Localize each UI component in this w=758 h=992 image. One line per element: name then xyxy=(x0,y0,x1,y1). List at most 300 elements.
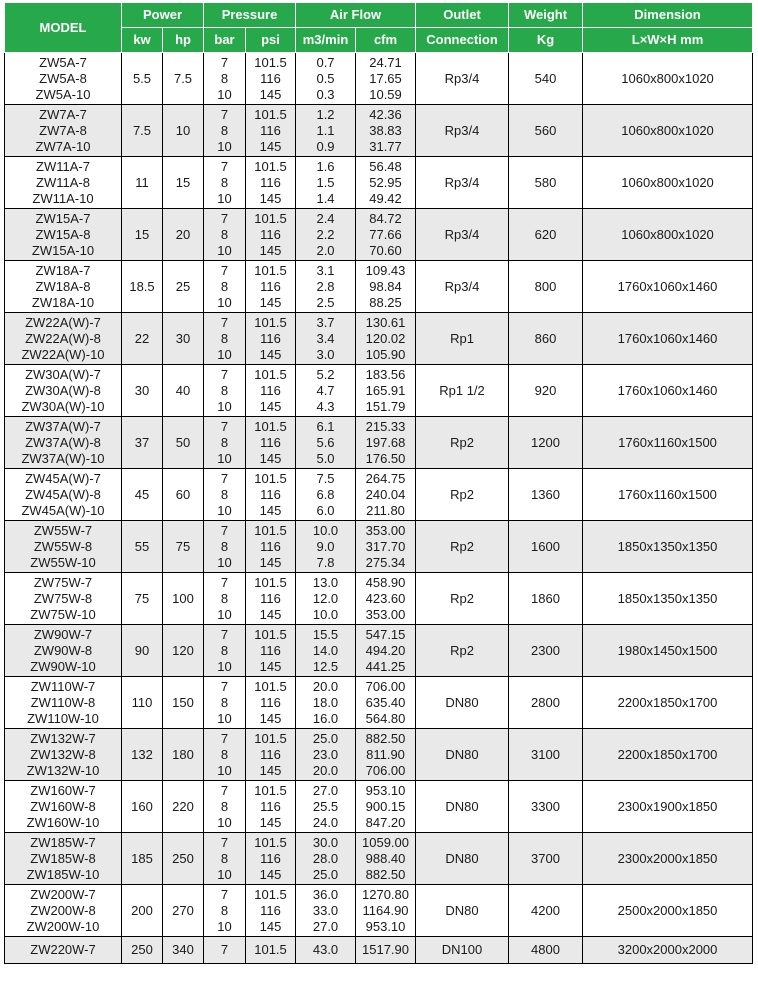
header-kw: kw xyxy=(122,28,163,53)
m3min-cell xyxy=(296,885,356,937)
kw-cell: 15 xyxy=(122,209,163,261)
dimension-cell: 1060x800x1020 xyxy=(583,105,753,157)
m3min-cell-line: 1.6 xyxy=(316,158,335,174)
cfm-cell-line: 17.65 xyxy=(369,70,402,86)
bar-cell-line: 7 xyxy=(220,262,229,278)
table-row xyxy=(5,625,753,677)
table-row xyxy=(5,521,753,573)
bar-cell xyxy=(204,573,246,625)
bar-cell-line: 10 xyxy=(217,710,232,726)
psi-cell-line: 145 xyxy=(259,866,282,882)
m3min-cell-line: 36.0 xyxy=(312,886,339,902)
model-cell-line: ZW45A(W)-10 xyxy=(21,502,105,518)
cfm-cell-line: 176.50 xyxy=(365,450,406,466)
cfm-cell-line: 42.36 xyxy=(369,106,402,122)
m3min-cell xyxy=(296,313,356,365)
kw-cell: 45 xyxy=(122,469,163,521)
model-cell-line: ZW30A(W)-7 xyxy=(25,366,101,382)
m3min-cell-line: 18.0 xyxy=(312,694,339,710)
outlet-cell: DN100 xyxy=(416,937,509,964)
hp-cell: 30 xyxy=(163,313,204,365)
bar-cell-line: 8 xyxy=(220,642,229,658)
cfm-cell-line: 120.02 xyxy=(365,330,406,346)
m3min-cell-line: 2.2 xyxy=(316,226,335,242)
outlet-cell: DN80 xyxy=(416,677,509,729)
weight-cell: 860 xyxy=(509,313,583,365)
model-cell xyxy=(5,417,122,469)
cfm-cell-line: 847.20 xyxy=(365,814,406,830)
m3min-cell-line: 25.5 xyxy=(312,798,339,814)
psi-cell xyxy=(246,625,296,677)
psi-cell-line: 101.5 xyxy=(254,210,287,226)
psi-cell-line: 101.5 xyxy=(254,834,287,850)
psi-cell-line: 145 xyxy=(259,502,282,518)
cfm-cell xyxy=(356,885,416,937)
m3min-cell-line: 3.4 xyxy=(316,330,335,346)
bar-cell xyxy=(204,313,246,365)
m3min-cell-line: 7.8 xyxy=(316,554,335,570)
psi-cell-line: 116 xyxy=(260,486,281,502)
m3min-cell xyxy=(296,365,356,417)
table-row xyxy=(5,105,753,157)
spec-table-container xyxy=(4,2,752,964)
bar-cell-line: 7 xyxy=(220,210,229,226)
m3min-cell-line: 27.0 xyxy=(312,918,339,934)
model-cell-line: ZW90W-10 xyxy=(30,658,96,674)
psi-cell-line: 145 xyxy=(259,814,282,830)
kw-cell: 5.5 xyxy=(122,53,163,105)
dimension-cell: 2500x2000x1850 xyxy=(583,885,753,937)
psi-cell-line: 116 xyxy=(260,590,281,606)
bar-cell-line: 8 xyxy=(220,174,229,190)
bar-cell-line: 10 xyxy=(217,658,232,674)
weight-cell: 3700 xyxy=(509,833,583,885)
m3min-cell xyxy=(296,625,356,677)
psi-cell xyxy=(246,417,296,469)
bar-cell-line: 8 xyxy=(220,278,229,294)
psi-cell-line: 116 xyxy=(260,174,281,190)
bar-cell-line: 7 xyxy=(220,942,229,957)
model-cell-line: ZW5A-10 xyxy=(35,86,91,102)
kw-cell: 250 xyxy=(122,937,163,964)
header-air-flow: Air Flow xyxy=(296,3,416,28)
bar-cell-line: 10 xyxy=(217,450,232,466)
psi-cell xyxy=(246,365,296,417)
cfm-cell-line: 811.90 xyxy=(366,746,405,762)
m3min-cell-line: 3.1 xyxy=(316,262,335,278)
m3min-cell-line: 2.8 xyxy=(316,278,335,294)
bar-cell-line: 8 xyxy=(220,382,229,398)
m3min-cell-line: 6.0 xyxy=(316,502,335,518)
header-psi: psi xyxy=(246,28,296,53)
hp-cell: 10 xyxy=(163,105,204,157)
bar-cell xyxy=(204,833,246,885)
hp-cell: 220 xyxy=(163,781,204,833)
model-cell-line: ZW7A-8 xyxy=(39,122,87,138)
m3min-cell xyxy=(296,521,356,573)
bar-cell-line: 8 xyxy=(220,590,229,606)
model-cell-line: ZW160W-8 xyxy=(30,798,96,814)
cfm-cell-line: 317.70 xyxy=(365,538,406,554)
m3min-cell-line: 5.2 xyxy=(316,366,335,382)
hp-cell: 340 xyxy=(163,937,204,964)
psi-cell-line: 145 xyxy=(259,294,282,310)
outlet-cell: Rp2 xyxy=(416,417,509,469)
psi-cell xyxy=(246,53,296,105)
cfm-cell xyxy=(356,937,416,964)
cfm-cell xyxy=(356,105,416,157)
m3min-cell-line: 23.0 xyxy=(312,746,339,762)
bar-cell-line: 7 xyxy=(220,158,229,174)
dimension-cell: 1850x1350x1350 xyxy=(583,521,753,573)
model-cell xyxy=(5,105,122,157)
cfm-cell-line: 165.91 xyxy=(365,382,406,398)
header-model: MODEL xyxy=(5,3,122,53)
bar-cell xyxy=(204,417,246,469)
cfm-cell-line: 547.15 xyxy=(365,626,406,642)
m3min-cell-line: 1.5 xyxy=(316,174,335,190)
cfm-cell-line: 211.80 xyxy=(366,502,405,518)
kw-cell: 132 xyxy=(122,729,163,781)
cfm-cell xyxy=(356,677,416,729)
model-cell-line: ZW11A-8 xyxy=(36,174,90,190)
table-row xyxy=(5,677,753,729)
cfm-cell-line: 49.42 xyxy=(369,190,402,206)
cfm-cell-line: 31.77 xyxy=(369,138,402,154)
psi-cell xyxy=(246,313,296,365)
bar-cell-line: 7 xyxy=(220,574,229,590)
bar-cell xyxy=(204,53,246,105)
model-cell-line: ZW90W-8 xyxy=(33,642,93,658)
bar-cell-line: 10 xyxy=(217,398,232,414)
model-cell-line: ZW110W-7 xyxy=(30,678,96,694)
weight-cell: 560 xyxy=(509,105,583,157)
table-row xyxy=(5,573,753,625)
kw-cell: 37 xyxy=(122,417,163,469)
m3min-cell xyxy=(296,469,356,521)
bar-cell-line: 7 xyxy=(220,54,229,70)
psi-cell-line: 116 xyxy=(260,330,281,346)
model-cell xyxy=(5,157,122,209)
psi-cell-line: 101.5 xyxy=(254,730,287,746)
cfm-cell-line: 275.34 xyxy=(365,554,406,570)
m3min-cell-line: 9.0 xyxy=(316,538,335,554)
m3min-cell-line: 1.1 xyxy=(316,122,335,138)
psi-cell-line: 101.5 xyxy=(254,314,287,330)
m3min-cell-line: 12.0 xyxy=(312,590,339,606)
weight-cell: 1600 xyxy=(509,521,583,573)
bar-cell-line: 7 xyxy=(220,522,229,538)
model-cell-line: ZW5A-8 xyxy=(39,70,87,86)
model-cell-line: ZW11A-10 xyxy=(32,190,94,206)
psi-cell-line: 101.5 xyxy=(254,54,287,70)
spec-table xyxy=(4,2,753,964)
dimension-cell: 2300x1900x1850 xyxy=(583,781,753,833)
table-row xyxy=(5,937,753,964)
model-cell-line: ZW185W-7 xyxy=(30,834,96,850)
bar-cell xyxy=(204,729,246,781)
m3min-cell-line: 3.0 xyxy=(316,346,335,362)
psi-cell-line: 101.5 xyxy=(254,782,287,798)
dimension-cell: 1850x1350x1350 xyxy=(583,573,753,625)
cfm-cell xyxy=(356,53,416,105)
model-cell-line: ZW132W-8 xyxy=(30,746,96,762)
m3min-cell xyxy=(296,729,356,781)
header-kg: Kg xyxy=(509,28,583,53)
bar-cell-line: 7 xyxy=(220,782,229,798)
weight-cell: 1200 xyxy=(509,417,583,469)
m3min-cell-line: 0.3 xyxy=(316,86,335,102)
dimension-cell: 2200x1850x1700 xyxy=(583,677,753,729)
m3min-cell-line: 25.0 xyxy=(312,730,339,746)
m3min-cell-line: 5.0 xyxy=(316,450,335,466)
bar-cell-line: 8 xyxy=(220,694,229,710)
model-cell-line: ZW18A-10 xyxy=(31,294,95,310)
weight-cell: 1360 xyxy=(509,469,583,521)
psi-cell xyxy=(246,729,296,781)
outlet-cell: Rp3/4 xyxy=(416,53,509,105)
dimension-cell: 1760x1060x1460 xyxy=(583,261,753,313)
psi-cell-line: 145 xyxy=(259,658,282,674)
m3min-cell-line: 24.0 xyxy=(312,814,339,830)
outlet-cell: Rp3/4 xyxy=(416,261,509,313)
psi-cell-line: 116 xyxy=(260,434,281,450)
m3min-cell-line: 28.0 xyxy=(312,850,339,866)
model-cell-line: ZW55W-7 xyxy=(33,522,93,538)
psi-cell-line: 101.5 xyxy=(254,942,287,957)
m3min-cell-line: 13.0 xyxy=(312,574,339,590)
cfm-cell-line: 353.00 xyxy=(365,606,406,622)
psi-cell xyxy=(246,157,296,209)
psi-cell-line: 101.5 xyxy=(254,886,287,902)
cfm-cell-line: 1517.90 xyxy=(362,942,410,957)
cfm-cell-line: 423.60 xyxy=(365,590,406,606)
psi-cell-line: 145 xyxy=(259,86,282,102)
table-row xyxy=(5,781,753,833)
table-row xyxy=(5,53,753,105)
outlet-cell: Rp3/4 xyxy=(416,157,509,209)
m3min-cell-line: 20.0 xyxy=(312,678,339,694)
psi-cell-line: 145 xyxy=(259,762,282,778)
cfm-cell-line: 564.80 xyxy=(365,710,406,726)
dimension-cell: 1760x1060x1460 xyxy=(583,365,753,417)
cfm-cell-line: 52.95 xyxy=(369,174,402,190)
model-cell-line: ZW37A(W)-10 xyxy=(21,450,105,466)
cfm-cell-line: 183.56 xyxy=(365,366,406,382)
model-cell-line: ZW160W-10 xyxy=(26,814,100,830)
outlet-cell: Rp2 xyxy=(416,521,509,573)
bar-cell xyxy=(204,365,246,417)
cfm-cell-line: 151.79 xyxy=(365,398,406,414)
model-cell-line: ZW90W-7 xyxy=(33,626,93,642)
m3min-cell-line: 25.0 xyxy=(312,866,339,882)
bar-cell-line: 7 xyxy=(220,106,229,122)
psi-cell xyxy=(246,521,296,573)
cfm-cell xyxy=(356,365,416,417)
m3min-cell-line: 43.0 xyxy=(312,942,339,957)
model-cell-line: ZW185W-10 xyxy=(26,866,100,882)
weight-cell: 4800 xyxy=(509,937,583,964)
header-outlet: Outlet xyxy=(416,3,509,28)
psi-cell xyxy=(246,677,296,729)
cfm-cell-line: 130.61 xyxy=(365,314,406,330)
model-cell-line: ZW37A(W)-7 xyxy=(25,418,101,434)
bar-cell xyxy=(204,469,246,521)
psi-cell xyxy=(246,469,296,521)
table-row xyxy=(5,313,753,365)
bar-cell-line: 10 xyxy=(217,86,232,102)
bar-cell-line: 7 xyxy=(220,626,229,642)
psi-cell-line: 145 xyxy=(259,450,282,466)
kw-cell: 90 xyxy=(122,625,163,677)
m3min-cell-line: 0.9 xyxy=(316,138,335,154)
psi-cell-line: 145 xyxy=(259,346,282,362)
kw-cell: 30 xyxy=(122,365,163,417)
hp-cell: 25 xyxy=(163,261,204,313)
cfm-cell-line: 109.43 xyxy=(365,262,406,278)
model-cell-line: ZW15A-10 xyxy=(31,242,95,258)
table-body xyxy=(5,53,753,964)
model-cell xyxy=(5,781,122,833)
kw-cell: 185 xyxy=(122,833,163,885)
dimension-cell: 1760x1160x1500 xyxy=(583,469,753,521)
bar-cell-line: 7 xyxy=(220,366,229,382)
model-cell-line: ZW110W-10 xyxy=(27,710,99,726)
model-cell xyxy=(5,729,122,781)
outlet-cell: Rp2 xyxy=(416,469,509,521)
psi-cell-line: 116 xyxy=(260,226,281,242)
cfm-cell xyxy=(356,469,416,521)
kw-cell: 110 xyxy=(122,677,163,729)
m3min-cell-line: 5.6 xyxy=(316,434,335,450)
model-cell xyxy=(5,625,122,677)
bar-cell-line: 8 xyxy=(220,226,229,242)
psi-cell xyxy=(246,833,296,885)
bar-cell xyxy=(204,105,246,157)
bar-cell xyxy=(204,261,246,313)
kw-cell: 22 xyxy=(122,313,163,365)
model-cell-line: ZW110W-8 xyxy=(30,694,96,710)
hp-cell: 270 xyxy=(163,885,204,937)
outlet-cell: Rp2 xyxy=(416,573,509,625)
m3min-cell xyxy=(296,53,356,105)
cfm-cell xyxy=(356,417,416,469)
cfm-cell-line: 1164.90 xyxy=(362,902,409,918)
model-cell-line: ZW45A(W)-8 xyxy=(25,486,101,502)
cfm-cell-line: 10.59 xyxy=(369,86,402,102)
outlet-cell: DN80 xyxy=(416,833,509,885)
kw-cell: 55 xyxy=(122,521,163,573)
model-cell xyxy=(5,365,122,417)
psi-cell-line: 116 xyxy=(260,850,281,866)
m3min-cell-line: 1.2 xyxy=(316,106,335,122)
bar-cell-line: 10 xyxy=(217,242,232,258)
model-cell xyxy=(5,261,122,313)
cfm-cell-line: 88.25 xyxy=(369,294,402,310)
model-cell-line: ZW45A(W)-7 xyxy=(25,470,101,486)
m3min-cell-line: 15.5 xyxy=(312,626,339,642)
bar-cell-line: 7 xyxy=(220,730,229,746)
cfm-cell-line: 882.50 xyxy=(365,866,406,882)
cfm-cell-line: 706.00 xyxy=(365,762,406,778)
psi-cell-line: 101.5 xyxy=(254,418,287,434)
bar-cell-line: 8 xyxy=(220,798,229,814)
cfm-cell xyxy=(356,261,416,313)
weight-cell: 3300 xyxy=(509,781,583,833)
header-hp: hp xyxy=(163,28,204,53)
psi-cell-line: 116 xyxy=(260,122,281,138)
outlet-cell: Rp1 xyxy=(416,313,509,365)
model-cell-line: ZW30A(W)-8 xyxy=(25,382,101,398)
kw-cell: 75 xyxy=(122,573,163,625)
model-cell-line: ZW132W-10 xyxy=(26,762,100,778)
model-cell-line: ZW15A-8 xyxy=(35,226,91,242)
model-cell xyxy=(5,937,122,964)
m3min-cell-line: 4.7 xyxy=(316,382,335,398)
dimension-cell: 2300x2000x1850 xyxy=(583,833,753,885)
cfm-cell-line: 900.15 xyxy=(365,798,406,814)
bar-cell-line: 8 xyxy=(220,434,229,450)
psi-cell xyxy=(246,209,296,261)
bar-cell xyxy=(204,937,246,964)
m3min-cell xyxy=(296,573,356,625)
table-row xyxy=(5,209,753,261)
dimension-cell: 1760x1160x1500 xyxy=(583,417,753,469)
header-connection: Connection xyxy=(416,28,509,53)
model-cell-line: ZW160W-7 xyxy=(30,782,96,798)
model-cell xyxy=(5,469,122,521)
psi-cell xyxy=(246,105,296,157)
hp-cell: 180 xyxy=(163,729,204,781)
bar-cell-line: 7 xyxy=(220,886,229,902)
psi-cell-line: 145 xyxy=(259,190,282,206)
cfm-cell-line: 98.84 xyxy=(369,278,402,294)
cfm-cell-line: 56.48 xyxy=(369,158,402,174)
bar-cell-line: 7 xyxy=(220,314,229,330)
cfm-cell-line: 953.10 xyxy=(365,918,406,934)
model-cell-line: ZW200W-8 xyxy=(30,902,96,918)
cfm-cell xyxy=(356,781,416,833)
model-cell-line: ZW185W-8 xyxy=(30,850,96,866)
m3min-cell-line: 2.5 xyxy=(316,294,335,310)
model-cell-line: ZW7A-10 xyxy=(35,138,91,154)
psi-cell-line: 101.5 xyxy=(254,158,287,174)
m3min-cell xyxy=(296,261,356,313)
m3min-cell-line: 12.5 xyxy=(312,658,339,674)
bar-cell-line: 10 xyxy=(217,606,232,622)
m3min-cell-line: 4.3 xyxy=(316,398,335,414)
psi-cell-line: 145 xyxy=(259,918,282,934)
m3min-cell-line: 1.4 xyxy=(316,190,335,206)
model-cell xyxy=(5,677,122,729)
weight-cell: 540 xyxy=(509,53,583,105)
m3min-cell-line: 0.7 xyxy=(316,54,335,70)
header-m3min: m3/min xyxy=(296,28,356,53)
psi-cell xyxy=(246,261,296,313)
kw-cell: 7.5 xyxy=(122,105,163,157)
dimension-cell: 2200x1850x1700 xyxy=(583,729,753,781)
psi-cell-line: 101.5 xyxy=(254,522,287,538)
bar-cell-line: 10 xyxy=(217,814,232,830)
psi-cell-line: 145 xyxy=(259,606,282,622)
cfm-cell-line: 953.10 xyxy=(365,782,406,798)
hp-cell: 7.5 xyxy=(163,53,204,105)
weight-cell: 920 xyxy=(509,365,583,417)
cfm-cell-line: 264.75 xyxy=(365,470,406,486)
bar-cell-line: 8 xyxy=(220,746,229,762)
cfm-cell-line: 353.00 xyxy=(365,522,406,538)
psi-cell-line: 101.5 xyxy=(254,574,287,590)
